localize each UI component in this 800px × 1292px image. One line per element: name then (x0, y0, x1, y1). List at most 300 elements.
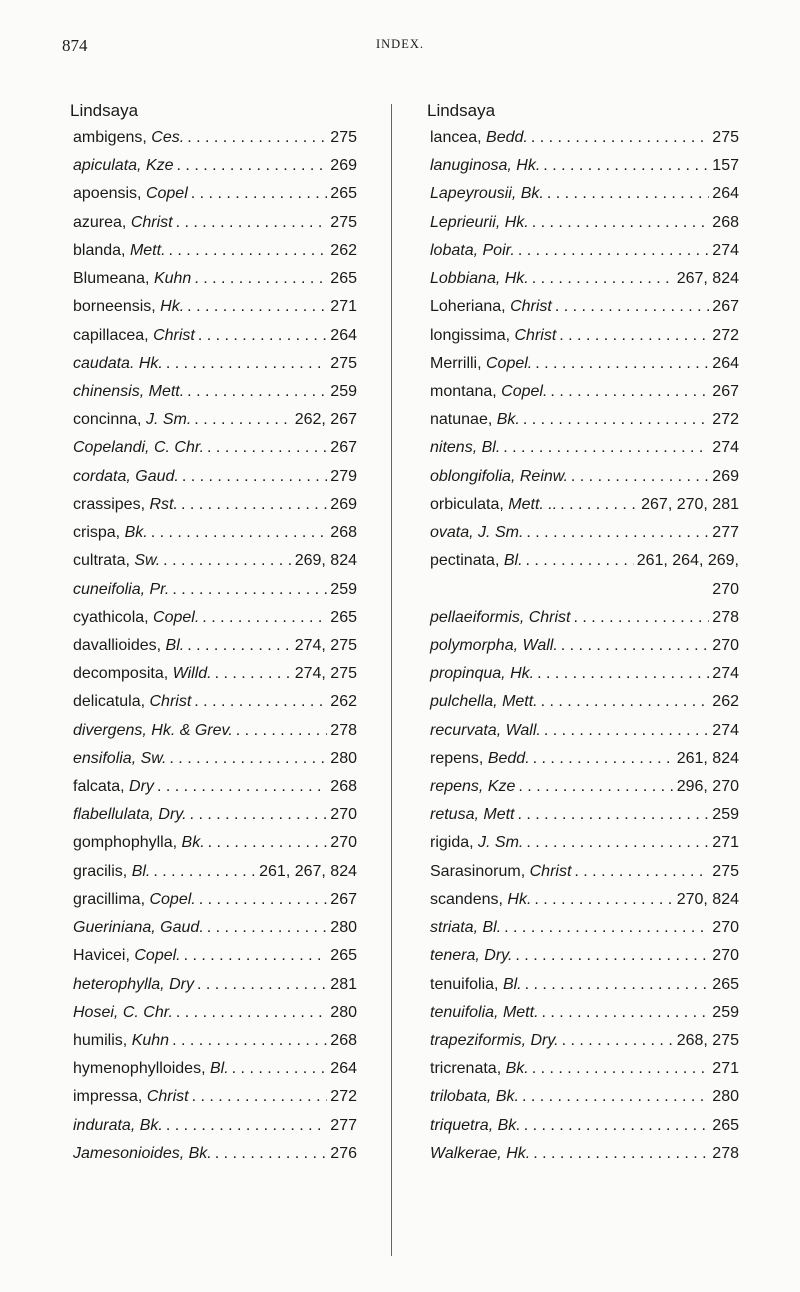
page-refs: 270 (330, 834, 357, 852)
species-epithet: Jamesonioides, (73, 1144, 185, 1162)
author-abbrev: Copel. (486, 354, 533, 372)
species-name (430, 322, 556, 350)
species-epithet: indurata, (73, 1116, 136, 1134)
entry-list (427, 124, 739, 1168)
column-divider (391, 104, 392, 1256)
page-refs: 270 (712, 919, 739, 937)
species-epithet: gomphophylla, (73, 834, 178, 852)
author-abbrev: Mett. (502, 693, 538, 711)
index-entry (70, 350, 357, 378)
index-entry (70, 519, 357, 547)
species-name (430, 434, 500, 462)
author-abbrev: Willd. (172, 665, 212, 683)
author-abbrev: Christ (130, 213, 173, 231)
species-name (430, 1027, 559, 1055)
species-epithet: repens, (430, 749, 484, 767)
species-name (73, 688, 191, 716)
index-entry (70, 717, 357, 745)
author-abbrev: Kuhn (153, 270, 192, 288)
index-entry (427, 265, 739, 293)
species-name (73, 350, 163, 378)
species-name (73, 773, 154, 801)
author-abbrev: Christ (529, 862, 572, 880)
species-name (430, 265, 529, 293)
dot-leader (529, 209, 710, 237)
author-abbrev: Christ (149, 693, 192, 711)
page-refs: 264 (712, 354, 739, 372)
species-epithet: cuneifolia, (73, 580, 146, 598)
species-name (73, 1112, 163, 1140)
index-entry (70, 265, 357, 293)
dot-leader (541, 717, 709, 745)
dot-leader (148, 519, 328, 547)
dot-leader (181, 942, 328, 970)
index-entry (70, 660, 357, 688)
species-epithet: falcata, (73, 778, 125, 796)
page-refs: 268 (712, 213, 739, 231)
author-abbrev: Dry. (530, 1032, 559, 1049)
species-name (430, 124, 528, 152)
species-name (430, 886, 531, 914)
species-name (430, 745, 530, 773)
page-refs: 261, 264, 269, (636, 552, 739, 570)
author-abbrev: Bk. (520, 185, 544, 203)
species-name (73, 237, 166, 265)
author-abbrev: C. Chr. (153, 439, 205, 457)
species-epithet: lancea, (430, 129, 482, 146)
author-abbrev: Mett (483, 806, 515, 824)
species-epithet: propinqua, (430, 665, 506, 683)
species-epithet: crispa, (73, 524, 121, 542)
author-abbrev: Mett. .. (508, 495, 558, 513)
page-refs: 277 (712, 524, 739, 542)
species-epithet: pectinata, (430, 552, 500, 570)
species-name (73, 745, 166, 773)
index-column-right (427, 98, 739, 1168)
dot-leader (189, 1083, 328, 1111)
species-name (430, 773, 515, 801)
page-refs: 280 (330, 919, 357, 937)
page-refs: 261, 267, 824 (259, 862, 357, 880)
author-abbrev: Bl. (209, 1060, 229, 1078)
species-epithet: trapeziformis, (430, 1032, 527, 1049)
author-abbrev: Sw. (134, 552, 161, 570)
page-refs: 280 (712, 1088, 739, 1106)
author-abbrev: Mett. (502, 1003, 539, 1021)
species-name (430, 209, 529, 237)
page-refs: 275 (330, 354, 357, 372)
page-refs: 261, 824 (676, 749, 739, 767)
species-epithet: longissima, (430, 326, 511, 344)
page-refs: 264 (330, 326, 357, 344)
index-entry (70, 745, 357, 773)
index-entry (70, 999, 357, 1027)
species-name (73, 999, 173, 1027)
author-abbrev: Kuhn (131, 1032, 170, 1049)
page-number: 874 (62, 36, 88, 55)
author-abbrev: Ces. (151, 129, 185, 146)
index-entry (70, 152, 357, 180)
page-refs: 271 (712, 1060, 739, 1078)
index-entry (427, 604, 739, 632)
species-epithet: heterophylla, (73, 975, 165, 993)
species-name (73, 971, 194, 999)
author-abbrev: Bedd. (486, 129, 528, 146)
species-epithet: ambigens, (73, 129, 147, 146)
page-refs: 269 (712, 467, 739, 485)
species-epithet: borneensis, (73, 298, 156, 316)
species-name (73, 1140, 212, 1168)
species-name (73, 209, 173, 237)
dot-leader (191, 265, 327, 293)
index-entry (427, 688, 739, 716)
species-name (73, 406, 191, 434)
species-name (73, 717, 233, 745)
species-epithet: recurvata, (430, 721, 502, 739)
author-abbrev: Copel. (149, 890, 196, 908)
species-epithet: Sarasinorum, (430, 862, 526, 880)
species-epithet: cyathicola, (73, 608, 149, 626)
species-epithet: apiculata, (73, 157, 142, 175)
species-epithet: apoensis, (73, 185, 142, 203)
species-epithet: retusa, (430, 806, 479, 824)
dot-leader (204, 434, 327, 462)
dot-leader (212, 1140, 328, 1168)
dot-leader (229, 1055, 328, 1083)
author-abbrev: Christ (146, 1088, 189, 1106)
author-abbrev: J. Sm. (478, 524, 524, 542)
author-abbrev: Mett. (148, 382, 185, 400)
entry-list (70, 124, 357, 1168)
dot-leader (166, 237, 328, 265)
species-epithet: striata, (430, 919, 479, 937)
author-abbrev: Hk. (510, 665, 535, 683)
author-abbrev: Wall. (505, 721, 541, 739)
species-epithet: repens, (430, 778, 484, 796)
species-name (430, 971, 522, 999)
species-epithet: polymorpha, (430, 636, 519, 654)
species-name (73, 491, 178, 519)
species-name (73, 265, 191, 293)
dot-leader (150, 858, 256, 886)
species-name (430, 350, 532, 378)
index-entry (427, 1140, 739, 1168)
dot-leader (195, 322, 327, 350)
dot-leader (515, 237, 709, 265)
index-entry (427, 1083, 739, 1111)
page-refs: 262 (712, 693, 739, 711)
species-name (430, 519, 523, 547)
author-abbrev: Bl. (502, 975, 522, 993)
page-refs: 280 (330, 749, 357, 767)
species-epithet: tenuifolia, (430, 975, 499, 993)
page-refs: 272 (712, 411, 739, 429)
species-name (73, 632, 184, 660)
species-epithet: davallioides, (73, 636, 162, 654)
species-epithet: Loheriana, (430, 298, 506, 316)
species-epithet: delicatula, (73, 693, 146, 711)
dot-leader (205, 829, 328, 857)
page-refs: 259 (712, 1003, 739, 1021)
index-entry (427, 914, 739, 942)
author-abbrev: Rst. (149, 495, 178, 513)
author-abbrev: Bk. (495, 1088, 519, 1106)
index-entry (427, 632, 739, 660)
index-entry (427, 434, 739, 462)
page-refs: 280 (330, 1003, 357, 1021)
species-epithet: crassipes, (73, 495, 146, 513)
index-entry (70, 1055, 357, 1083)
dot-leader (547, 378, 709, 406)
species-name (73, 886, 196, 914)
genus-heading: Lindsaya (427, 101, 496, 120)
species-epithet: gracillima, (73, 890, 146, 908)
page-refs: 275 (712, 129, 739, 146)
index-entry (427, 999, 739, 1027)
species-epithet: lobata, (430, 241, 479, 259)
dot-leader (501, 914, 709, 942)
index-entry (427, 463, 739, 491)
species-name (73, 576, 169, 604)
species-name (73, 434, 204, 462)
species-epithet: decomposita, (73, 665, 169, 683)
page-refs: 267 (330, 890, 357, 908)
dot-leader (512, 942, 709, 970)
species-name (430, 180, 544, 208)
species-name (430, 1083, 519, 1111)
author-abbrev: C. Chr. (122, 1003, 173, 1021)
author-abbrev: Pr. (149, 580, 170, 598)
author-abbrev: Hk. & Grev. (151, 721, 233, 739)
page-refs: 267 (330, 439, 357, 457)
species-name (73, 660, 212, 688)
species-name (73, 1083, 189, 1111)
dot-leader (552, 293, 709, 321)
dot-leader (515, 773, 673, 801)
dot-leader (529, 265, 674, 293)
page-refs: 259 (330, 580, 357, 598)
species-name (430, 660, 534, 688)
dot-leader (520, 406, 709, 434)
dot-leader (191, 406, 291, 434)
species-name (430, 293, 552, 321)
index-entry (70, 858, 357, 886)
index-entry (427, 1027, 739, 1055)
index-entry (70, 801, 357, 829)
species-name (73, 378, 184, 406)
author-abbrev: Sw. (140, 749, 167, 767)
page-refs: 262 (330, 241, 357, 259)
dot-leader (184, 378, 327, 406)
author-abbrev: Hk. (160, 298, 185, 316)
species-epithet: cultrata, (73, 552, 130, 570)
page-refs: 271 (712, 834, 739, 852)
index-entry (427, 745, 739, 773)
page-refs: 274, 275 (294, 636, 357, 654)
species-name (73, 124, 184, 152)
page-refs: 270 (712, 636, 739, 654)
author-abbrev: Christ (510, 298, 552, 316)
dot-leader (538, 688, 710, 716)
index-entry (70, 406, 357, 434)
page-refs: 267 (712, 298, 739, 316)
index-entry (427, 152, 739, 180)
species-name (430, 858, 571, 886)
dot-leader (544, 180, 709, 208)
dot-leader (154, 773, 327, 801)
species-epithet: montana, (430, 382, 497, 400)
species-name (73, 152, 174, 180)
species-epithet: Havicei, (73, 947, 130, 965)
index-entry (427, 801, 739, 829)
index-entry (70, 463, 357, 491)
author-abbrev: Dry. (158, 806, 187, 824)
dot-leader (557, 491, 638, 519)
author-abbrev: Hk. (504, 270, 529, 288)
species-name (73, 463, 179, 491)
species-epithet: nitens, (430, 439, 478, 457)
index-entry (427, 576, 739, 604)
species-name (430, 632, 558, 660)
page-refs: 267, 824 (676, 270, 739, 288)
page-refs: 264 (712, 185, 739, 203)
page-refs: 275 (330, 129, 357, 146)
dot-leader (559, 1027, 674, 1055)
index-entry (427, 858, 739, 886)
index-entry (427, 124, 739, 152)
species-epithet: azurea, (73, 213, 127, 231)
species-name (430, 406, 520, 434)
dot-leader (568, 463, 709, 491)
author-abbrev: Bk. (139, 1116, 163, 1134)
index-entry (70, 209, 357, 237)
author-abbrev: Bk. (188, 1144, 212, 1162)
author-abbrev: Bl. (131, 862, 151, 880)
species-epithet: Merrilli, (430, 354, 482, 372)
author-abbrev: Bl. (165, 636, 185, 654)
page-refs: 278 (712, 1144, 739, 1162)
index-entry (427, 378, 739, 406)
page-refs: 296, 270 (676, 778, 739, 796)
species-name (73, 519, 148, 547)
species-epithet: tenuifolia, (430, 1003, 499, 1021)
author-abbrev: Wall. (522, 636, 558, 654)
author-abbrev: Copel. (153, 608, 200, 626)
page-refs: 268 (330, 524, 357, 542)
author-abbrev: Bedd. (487, 749, 530, 767)
page-refs: 278 (712, 608, 739, 626)
author-abbrev: Poir. (482, 241, 515, 259)
species-name (430, 801, 515, 829)
species-name (73, 1027, 169, 1055)
page-refs: 275 (712, 862, 739, 880)
dot-leader (523, 829, 709, 857)
dot-leader (184, 124, 327, 152)
index-entry (427, 322, 739, 350)
index-entry (70, 1112, 357, 1140)
index-entry (427, 406, 739, 434)
dot-leader (184, 632, 292, 660)
species-epithet: rigida, (430, 834, 474, 852)
genus-heading: Lindsaya (70, 101, 139, 120)
dot-leader (522, 971, 710, 999)
species-name (430, 237, 515, 265)
species-name (430, 604, 571, 632)
page-refs: 275 (330, 213, 357, 231)
index-entry (70, 914, 357, 942)
species-name (430, 999, 539, 1027)
page-refs: 278 (330, 721, 357, 739)
author-abbrev: Copel. (501, 382, 548, 400)
species-name (430, 829, 523, 857)
species-name (73, 322, 195, 350)
page-refs: 269, 824 (294, 552, 357, 570)
dot-leader (173, 999, 327, 1027)
species-epithet: Gueriniana, (73, 919, 156, 937)
species-epithet: gracilis, (73, 862, 128, 880)
dot-leader (174, 152, 328, 180)
page-refs: 268, 275 (676, 1032, 739, 1049)
dot-leader (163, 1112, 327, 1140)
dot-leader (540, 152, 709, 180)
species-name (430, 1112, 521, 1140)
index-entry (70, 1083, 357, 1111)
page-refs: 274, 275 (294, 665, 357, 683)
dot-leader (187, 801, 328, 829)
species-epithet: ovata, (430, 524, 474, 542)
page-refs: 262 (330, 693, 357, 711)
species-name (430, 463, 568, 491)
dot-leader (530, 745, 674, 773)
page-refs: 259 (712, 806, 739, 824)
species-epithet: humilis, (73, 1032, 128, 1049)
species-epithet: pellaeiformis, (430, 608, 525, 626)
page-refs: 274 (712, 721, 739, 739)
index-entry (427, 829, 739, 857)
author-abbrev: Bk. (124, 524, 148, 542)
species-epithet: flabellulata, (73, 806, 154, 824)
index-entry (70, 576, 357, 604)
page-refs: 270 (330, 806, 357, 824)
species-name (73, 942, 181, 970)
species-epithet: concinna, (73, 411, 142, 429)
dot-leader (204, 914, 328, 942)
species-epithet: triquetra, (430, 1116, 494, 1134)
dot-leader (500, 434, 709, 462)
page-refs: 267 (712, 382, 739, 400)
index-entry (70, 942, 357, 970)
species-epithet: oblongifolia, (430, 467, 516, 485)
author-abbrev: J. Sm. (145, 411, 192, 429)
species-epithet: Blumeana, (73, 270, 150, 288)
species-epithet: impressa, (73, 1088, 143, 1106)
dot-leader (173, 209, 328, 237)
index-entry (70, 886, 357, 914)
index-entry (70, 971, 357, 999)
page-refs: 270 (712, 947, 739, 965)
author-abbrev: Bk. (505, 1060, 529, 1078)
page-refs: 268 (330, 778, 357, 796)
page-refs: 279 (330, 467, 357, 485)
author-abbrev: Dry. (484, 947, 513, 965)
dot-leader (523, 519, 709, 547)
page-refs: 270, 824 (676, 890, 739, 908)
page-refs: 272 (330, 1088, 357, 1106)
page-refs: 265 (330, 185, 357, 203)
species-name (73, 829, 205, 857)
species-epithet: divergens, (73, 721, 147, 739)
index-entry (70, 491, 357, 519)
